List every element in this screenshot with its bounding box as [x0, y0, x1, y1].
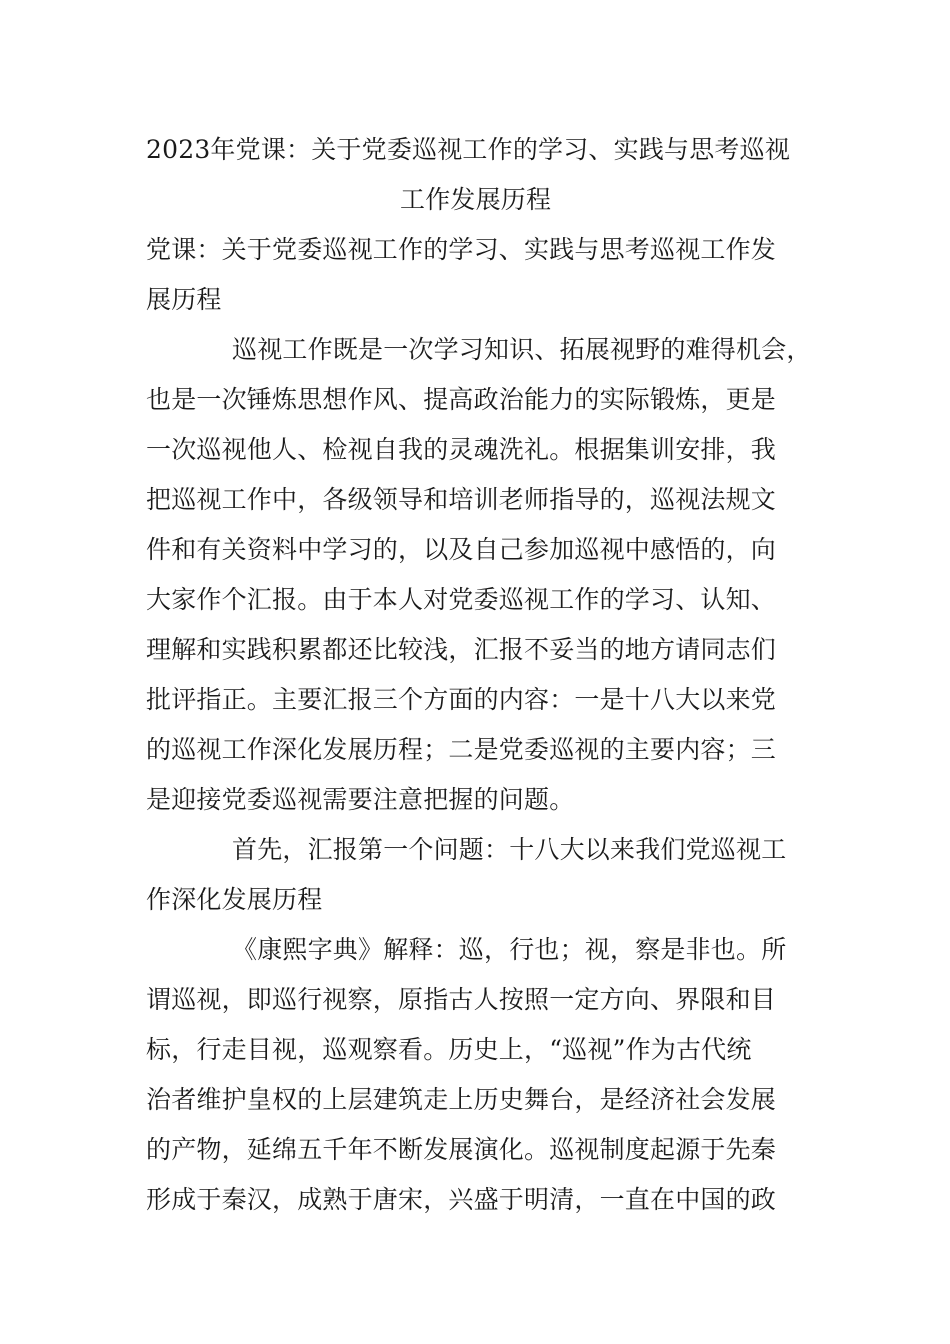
paragraph-1-line-9: 的巡视工作深化发展历程；二是党委巡视的主要内容；三: [146, 735, 777, 764]
paragraph-1-line-10: 是迎接党委巡视需要注意把握的问题。: [146, 785, 575, 814]
paragraph-3-line-2: 谓巡视，即巡行视察，原指古人按照一定方向、界限和目: [146, 985, 777, 1014]
paragraph-3-line-3: 标，行走目视，巡观察看。历史上，“巡视”作为古代统: [146, 1035, 752, 1064]
subtitle-line-1: 党课：关于党委巡视工作的学习、实践与思考巡视工作发: [146, 235, 777, 264]
paragraph-3-line-5: 的产物，延绵五千年不断发展演化。巡视制度起源于先秦: [146, 1135, 777, 1164]
paragraph-2-line-2: 作深化发展历程: [146, 885, 323, 914]
paragraph-1-line-6: 大家作个汇报。由于本人对党委巡视工作的学习、认知、: [146, 585, 777, 614]
document-title-line-1: 2023年党课：关于党委巡视工作的学习、实践与思考巡视: [146, 135, 791, 164]
subtitle-line-2: 展历程: [146, 285, 222, 314]
paragraph-1-line-8: 批评指正。主要汇报三个方面的内容：一是十八大以来党: [146, 685, 777, 714]
paragraph-3-line-1: 《康熙字典》解释：巡，行也；视，察是非也。所: [232, 935, 787, 964]
paragraph-1-line-2: 也是一次锤炼思想作风、提高政治能力的实际锻炼，更是: [146, 385, 777, 414]
paragraph-1-line-1: 巡视工作既是一次学习知识、拓展视野的难得机会，: [232, 335, 812, 364]
paragraph-1-line-5: 件和有关资料中学习的，以及自己参加巡视中感悟的，向: [146, 535, 777, 564]
paragraph-3-line-4: 治者维护皇权的上层建筑走上历史舞台，是经济社会发展: [146, 1085, 777, 1114]
document-title-line-2: 工作发展历程: [400, 185, 552, 214]
paragraph-1-line-7: 理解和实践积累都还比较浅，汇报不妥当的地方请同志们: [146, 635, 777, 664]
paragraph-2-line-1: 首先，汇报第一个问题：十八大以来我们党巡视工: [232, 835, 787, 864]
paragraph-3-line-6: 形成于秦汉，成熟于唐宋，兴盛于明清，一直在中国的政: [146, 1185, 777, 1214]
paragraph-1-line-4: 把巡视工作中，各级领导和培训老师指导的，巡视法规文: [146, 485, 777, 514]
paragraph-1-line-3: 一次巡视他人、检视自我的灵魂洗礼。根据集训安排，我: [146, 435, 777, 464]
